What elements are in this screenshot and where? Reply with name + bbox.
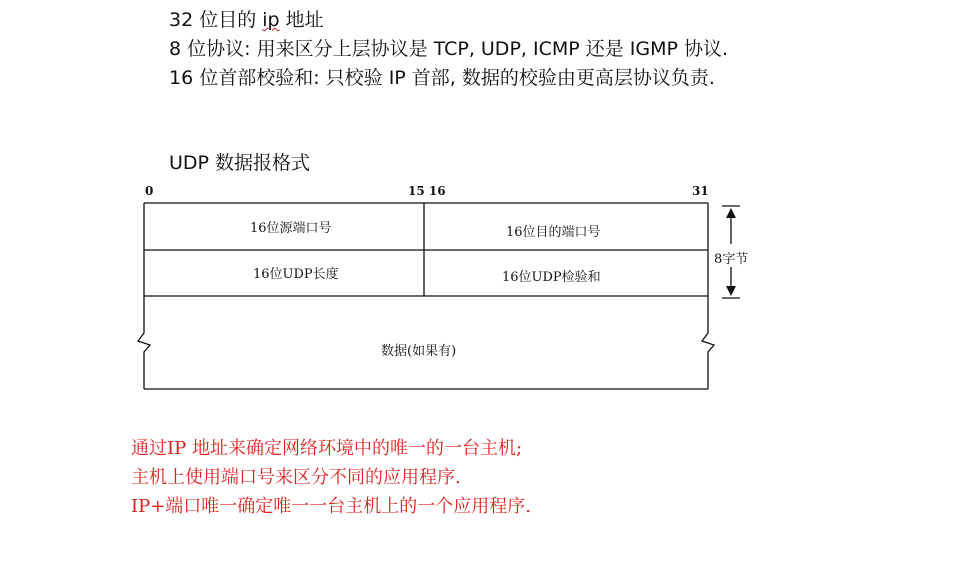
field-data: 数据(如果有) (381, 344, 457, 359)
field-dst-port: 16位目的端口号 (506, 225, 601, 240)
note-line-1-pre: 32 位目的 (169, 9, 263, 31)
bit-label-mid: 15 16 (408, 184, 446, 198)
field-udp-checksum: 16位UDP检验和 (502, 270, 601, 285)
header-size-label: 8字节 (713, 248, 749, 267)
note-line-2: 8 位协议: 用来区分上层协议是 TCP, UDP, ICMP 还是 IGMP 协议. (169, 38, 729, 60)
arrow-head-down (726, 286, 736, 296)
remark-line-3: IP+端口唯一确定唯一一台主机上的一个应用程序. (131, 496, 532, 517)
note-line-3: 16 位首部校验和: 只校验 IP 首部, 数据的校验由更高层协议负责. (169, 67, 715, 89)
remark-line-2: 主机上使用端口号来区分不同的应用程序. (131, 467, 461, 488)
bit-label-start: 0 (145, 184, 154, 198)
note-line-1-post: 地址 (279, 9, 324, 31)
field-src-port: 16位源端口号 (250, 221, 332, 236)
arrow-head-up (726, 208, 736, 218)
udp-format-title: UDP 数据报格式 (169, 152, 311, 174)
bit-label-end: 31 (692, 184, 709, 198)
note-line-1-ip: ip (262, 9, 280, 31)
diagram-lines (138, 203, 740, 389)
field-udp-length: 16位UDP长度 (253, 267, 339, 282)
remark-line-1: 通过IP 地址来确定网络环境中的唯一的一台主机; (131, 438, 523, 459)
